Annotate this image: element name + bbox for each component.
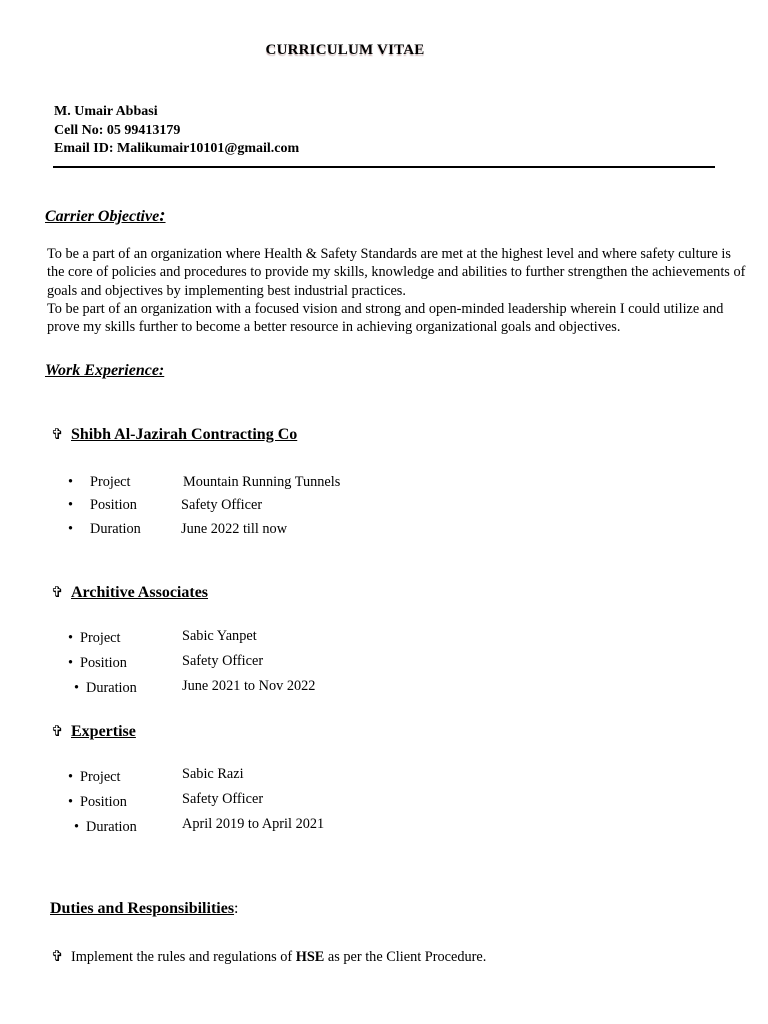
contact-block: [54, 103, 299, 159]
objective-paragraph-2: To be part of an organization with a focused vision and strong and open-minded leadership wherein I could utilize and prove my skills further to become a better resource in achieving organizational goals and objectives.: [47, 300, 724, 336]
objective-paragraph-1: To be a part of an organization where Health & Safety Standards are met at the highest level and where safety culture is the core of policies and procedures to provide my skills, knowledge and abilities to further strengthen the achievements of goals and objectives by implementing best industrial practices.: [47, 246, 746, 299]
duty-item: ✞ Implement the rules and regulations of HSE as per the Client Procedure.: [51, 949, 487, 965]
company-name: Architive Associates: [71, 584, 209, 601]
company-name: Expertise: [71, 723, 136, 740]
job-1-value-project: Mountain Running Tunnels: [183, 474, 341, 490]
row-label: Project: [80, 630, 121, 646]
email-id: Email ID: Malikumair10101@gmail.com: [54, 141, 300, 156]
job-2-value-project: Sabic Yanpet: [182, 628, 257, 644]
row-label: Project: [80, 769, 121, 785]
row-label: Project: [90, 474, 131, 490]
job-3-value-project: Sabic Razi: [182, 766, 244, 782]
job-1-row-position: [68, 497, 137, 514]
bullet-icon: •: [74, 680, 80, 696]
row-label: Position: [90, 497, 137, 513]
bullet-icon: •: [68, 474, 74, 490]
row-label: Position: [80, 794, 127, 810]
duties-heading: Duties and Responsibilities:: [50, 900, 239, 917]
header-divider: [53, 166, 715, 168]
document-title: CURRICULUM VITAE: [265, 42, 425, 58]
cross-icon: ✞: [51, 724, 64, 740]
cell-number: Cell No: 05 99413179: [54, 122, 181, 138]
bullet-icon: •: [68, 769, 74, 785]
job-3-row-project: [68, 769, 121, 786]
job-company-3: [51, 722, 136, 741]
job-2-row-duration: [74, 680, 137, 697]
bullet-icon: •: [68, 655, 74, 671]
objective-heading: Carrier Objective:: [45, 205, 166, 226]
job-2-row-position: [68, 655, 127, 672]
company-name: Shibh Al-Jazirah Contracting Co: [71, 426, 298, 443]
bullet-icon: •: [68, 794, 74, 810]
work-experience-heading: Work Experience:: [45, 362, 165, 379]
job-company-1: [51, 425, 297, 444]
job-1-row-project: [68, 474, 131, 491]
job-2-value-duration: June 2021 to Nov 2022: [182, 678, 316, 694]
candidate-name: M. Umair Abbasi: [54, 104, 158, 119]
row-label: Position: [80, 655, 127, 671]
objective-text: [47, 245, 747, 336]
bullet-icon: •: [68, 630, 74, 646]
row-label: Duration: [90, 521, 141, 537]
cross-icon: ✞: [51, 427, 64, 443]
job-1-row-duration: [68, 521, 141, 538]
job-2-row-project: [68, 630, 121, 647]
bullet-icon: •: [68, 497, 74, 513]
row-label: Duration: [86, 680, 137, 696]
job-2-value-position: Safety Officer: [182, 653, 264, 669]
bullet-icon: •: [68, 521, 74, 537]
job-3-row-duration: [74, 819, 137, 836]
cross-icon: ✞: [51, 949, 64, 965]
bullet-icon: •: [74, 819, 80, 835]
job-3-value-duration: April 2019 to April 2021: [182, 816, 325, 832]
job-3-row-position: [68, 794, 127, 811]
job-1-value-duration: June 2022 till now: [181, 521, 288, 537]
row-label: Duration: [86, 819, 137, 835]
job-company-2: [51, 583, 208, 602]
job-3-value-position: Safety Officer: [182, 791, 264, 807]
cross-icon: ✞: [51, 585, 64, 601]
job-1-value-position: Safety Officer: [181, 497, 263, 513]
